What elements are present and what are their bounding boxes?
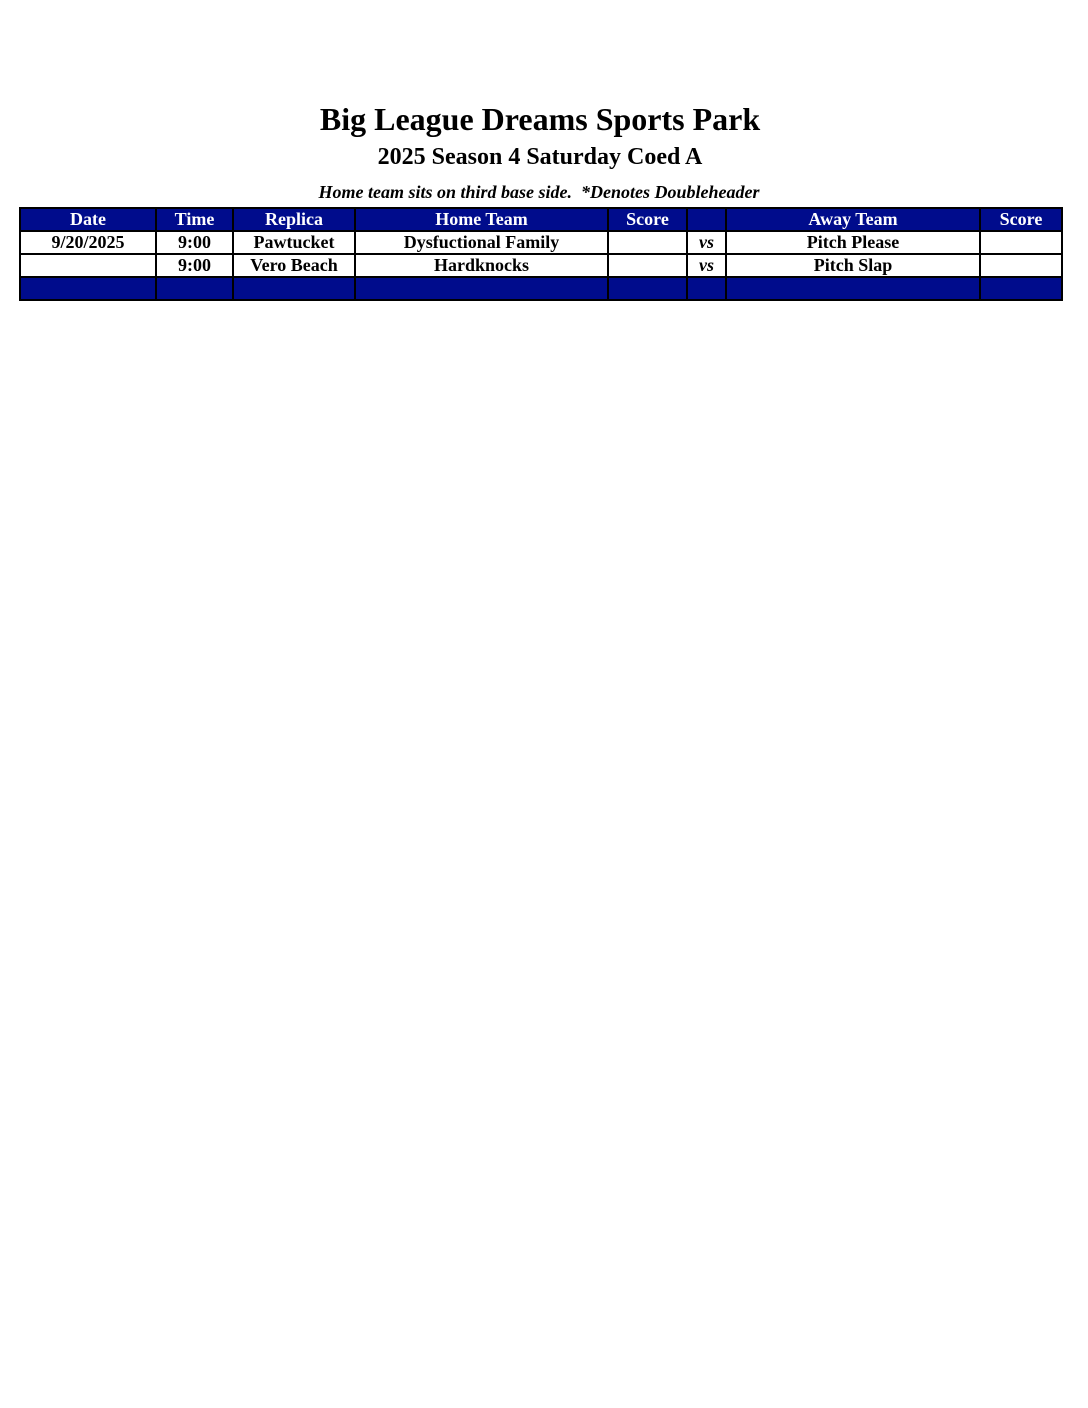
cell-time: 9:00: [156, 254, 233, 277]
table-footer-row: [20, 277, 1062, 300]
cell-home-team: Dysfuctional Family: [355, 231, 608, 254]
column-header-time: Time: [156, 208, 233, 231]
footer-cell: [980, 277, 1062, 300]
cell-time: 9:00: [156, 231, 233, 254]
footer-cell: [156, 277, 233, 300]
column-header-home-score: Score: [608, 208, 687, 231]
column-header-date: Date: [20, 208, 156, 231]
cell-replica: Pawtucket: [233, 231, 355, 254]
cell-date: [20, 254, 156, 277]
cell-away-team: Pitch Slap: [726, 254, 980, 277]
table-row: [20, 231, 1062, 254]
cell-date: 9/20/2025: [20, 231, 156, 254]
cell-away-score: [980, 231, 1062, 254]
cell-home-score: [608, 231, 687, 254]
footer-cell: [687, 277, 726, 300]
table-row: [20, 254, 1062, 277]
cell-replica: Vero Beach: [233, 254, 355, 277]
cell-home-score: [608, 254, 687, 277]
column-header-away-score: Score: [980, 208, 1062, 231]
page-title: Big League Dreams Sports Park: [319, 101, 761, 137]
cell-away-score: [980, 254, 1062, 277]
cell-away-team: Pitch Please: [726, 231, 980, 254]
cell-vs: vs: [687, 254, 726, 277]
footer-cell: [20, 277, 156, 300]
table-header-row: [20, 208, 1062, 231]
footer-cell: [355, 277, 608, 300]
column-header-away-team: Away Team: [726, 208, 980, 231]
column-header-replica: Replica: [233, 208, 355, 231]
page-subtitle: 2025 Season 4 Saturday Coed A: [377, 144, 703, 170]
footer-cell: [726, 277, 980, 300]
schedule-table: [19, 207, 1063, 301]
schedule-note: Home team sits on third base side. *Denotes Doubleheader: [318, 182, 760, 202]
cell-home-team: Hardknocks: [355, 254, 608, 277]
column-header-vs: [687, 208, 726, 231]
footer-cell: [608, 277, 687, 300]
cell-vs: vs: [687, 231, 726, 254]
column-header-home-team: Home Team: [355, 208, 608, 231]
footer-cell: [233, 277, 355, 300]
